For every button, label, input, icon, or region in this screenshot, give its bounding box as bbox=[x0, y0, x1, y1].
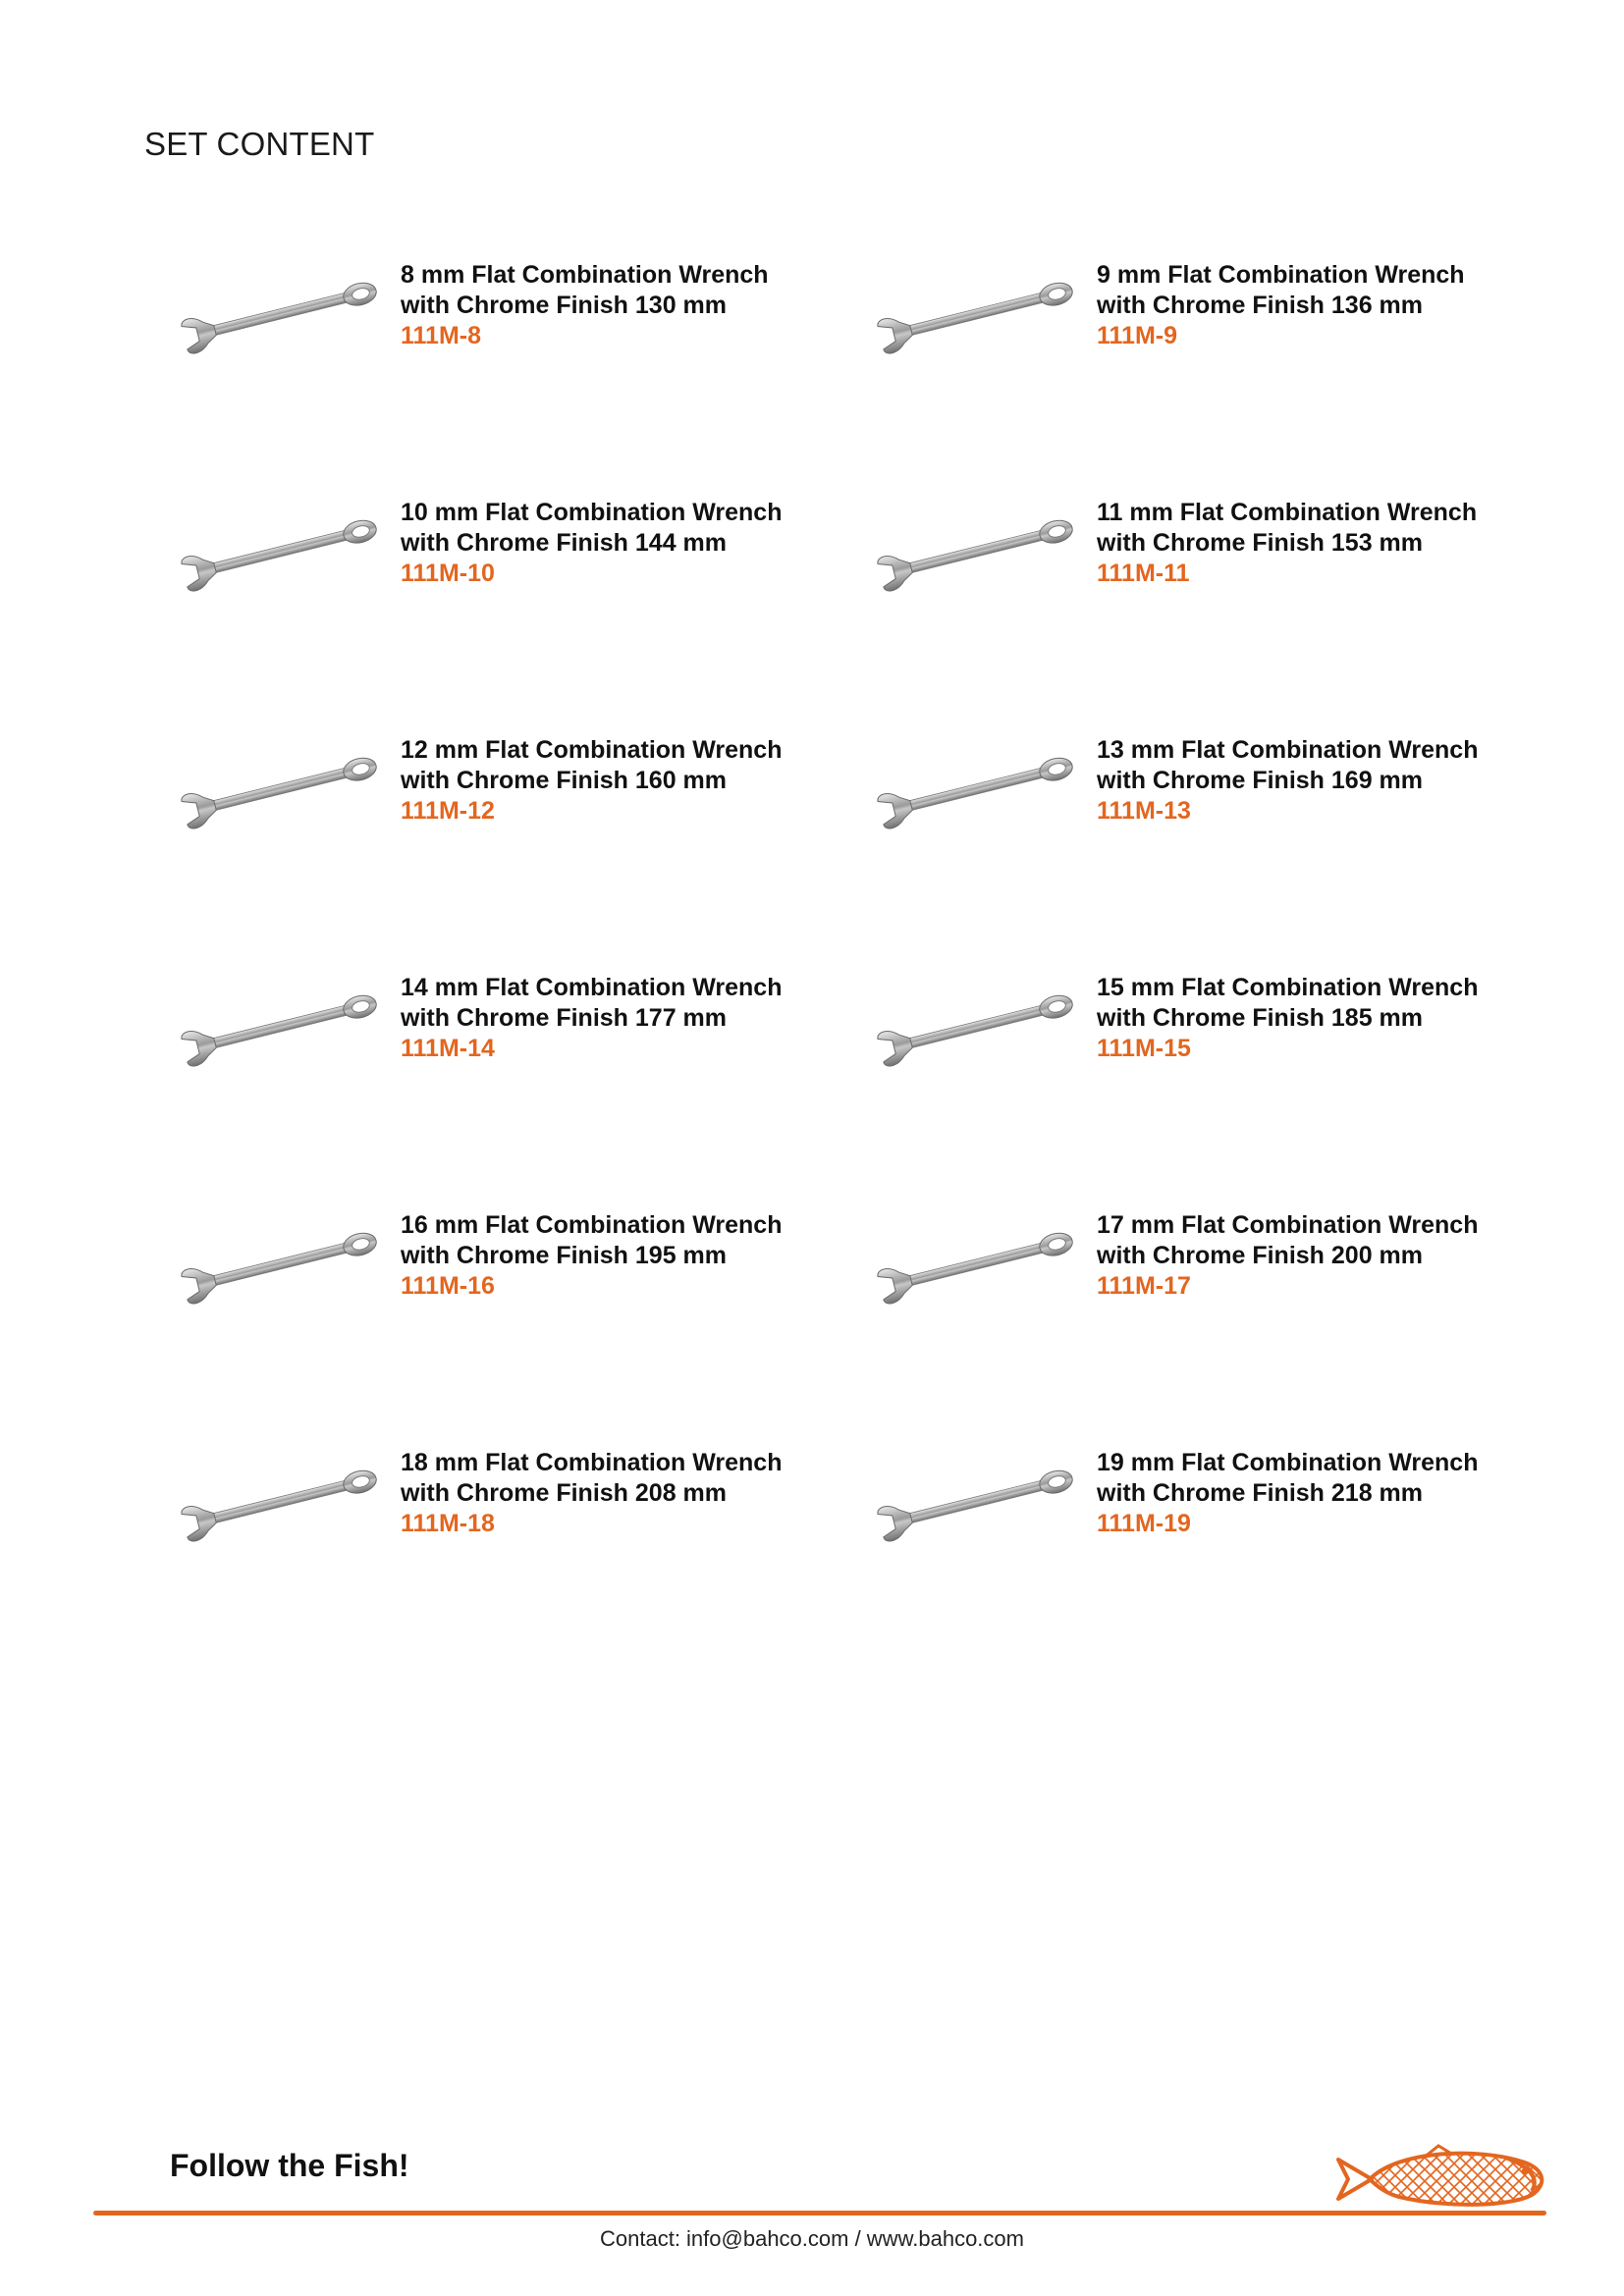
product-title-line1: 11 mm Flat Combination Wrench bbox=[1097, 499, 1478, 526]
product-title-line2: with Chrome Finish 218 mm bbox=[1097, 1479, 1424, 1507]
product-title-line1: 17 mm Flat Combination Wrench bbox=[1097, 1211, 1479, 1239]
product-code: 111M-16 bbox=[401, 1272, 495, 1300]
product-title-line1: 9 mm Flat Combination Wrench bbox=[1097, 261, 1465, 289]
product-title-line1: 15 mm Flat Combination Wrench bbox=[1097, 974, 1479, 1001]
wrench-icon bbox=[172, 973, 388, 1081]
product-title-line1: 12 mm Flat Combination Wrench bbox=[401, 736, 783, 764]
product-title-line1: 19 mm Flat Combination Wrench bbox=[1097, 1449, 1479, 1476]
product-title-line1: 14 mm Flat Combination Wrench bbox=[401, 974, 783, 1001]
product-title-line1: 16 mm Flat Combination Wrench bbox=[401, 1211, 783, 1239]
product-title-line1: 13 mm Flat Combination Wrench bbox=[1097, 736, 1479, 764]
wrench-icon bbox=[868, 260, 1084, 368]
wrench-icon bbox=[172, 1448, 388, 1556]
fish-logo-icon bbox=[1330, 2140, 1551, 2218]
product-item bbox=[172, 1448, 859, 1575]
product-code: 111M-12 bbox=[401, 797, 495, 825]
product-title-line2: with Chrome Finish 195 mm bbox=[401, 1242, 728, 1269]
product-item bbox=[868, 498, 1555, 625]
product-title-line2: with Chrome Finish 160 mm bbox=[401, 767, 728, 794]
wrench-icon bbox=[868, 973, 1084, 1081]
product-title-line2: with Chrome Finish 130 mm bbox=[401, 292, 728, 319]
wrench-icon bbox=[172, 260, 388, 368]
product-code: 111M-17 bbox=[1097, 1272, 1191, 1300]
product-title-line2: with Chrome Finish 177 mm bbox=[401, 1004, 728, 1032]
product-code: 111M-11 bbox=[1097, 560, 1190, 587]
product-code: 111M-14 bbox=[401, 1035, 495, 1062]
product-item bbox=[868, 1210, 1555, 1338]
product-item bbox=[172, 498, 859, 625]
product-title-line1: 10 mm Flat Combination Wrench bbox=[401, 499, 783, 526]
product-item bbox=[172, 260, 859, 388]
product-item bbox=[868, 973, 1555, 1100]
product-title-line1: 18 mm Flat Combination Wrench bbox=[401, 1449, 783, 1476]
product-item bbox=[868, 1448, 1555, 1575]
product-title-line2: with Chrome Finish 153 mm bbox=[1097, 529, 1424, 557]
product-title-line2: with Chrome Finish 185 mm bbox=[1097, 1004, 1424, 1032]
wrench-icon bbox=[868, 1448, 1084, 1556]
footer-tagline: Follow the Fish! bbox=[170, 2148, 409, 2183]
product-code: 111M-15 bbox=[1097, 1035, 1191, 1062]
product-item bbox=[868, 735, 1555, 863]
product-item bbox=[172, 973, 859, 1100]
product-code: 111M-19 bbox=[1097, 1510, 1191, 1537]
footer-contact: Contact: info@bahco.com / www.bahco.com bbox=[600, 2226, 1024, 2251]
product-item bbox=[172, 735, 859, 863]
product-title-line2: with Chrome Finish 144 mm bbox=[401, 529, 728, 557]
wrench-icon bbox=[172, 1210, 388, 1318]
product-code: 111M-10 bbox=[401, 560, 495, 587]
wrench-icon bbox=[868, 735, 1084, 843]
product-item bbox=[868, 260, 1555, 388]
product-title-line2: with Chrome Finish 136 mm bbox=[1097, 292, 1424, 319]
wrench-icon bbox=[868, 1210, 1084, 1318]
product-item bbox=[172, 1210, 859, 1338]
product-code: 111M-8 bbox=[401, 322, 482, 349]
product-title-line2: with Chrome Finish 200 mm bbox=[1097, 1242, 1424, 1269]
wrench-icon bbox=[172, 498, 388, 606]
product-code: 111M-13 bbox=[1097, 797, 1191, 825]
product-title-line2: with Chrome Finish 169 mm bbox=[1097, 767, 1424, 794]
product-title-line2: with Chrome Finish 208 mm bbox=[401, 1479, 728, 1507]
wrench-icon bbox=[868, 498, 1084, 606]
product-code: 111M-18 bbox=[401, 1510, 495, 1537]
footer-divider bbox=[93, 2211, 1546, 2216]
product-title-line1: 8 mm Flat Combination Wrench bbox=[401, 261, 769, 289]
product-code: 111M-9 bbox=[1097, 322, 1178, 349]
wrench-icon bbox=[172, 735, 388, 843]
page-title: SET CONTENT bbox=[144, 126, 375, 162]
